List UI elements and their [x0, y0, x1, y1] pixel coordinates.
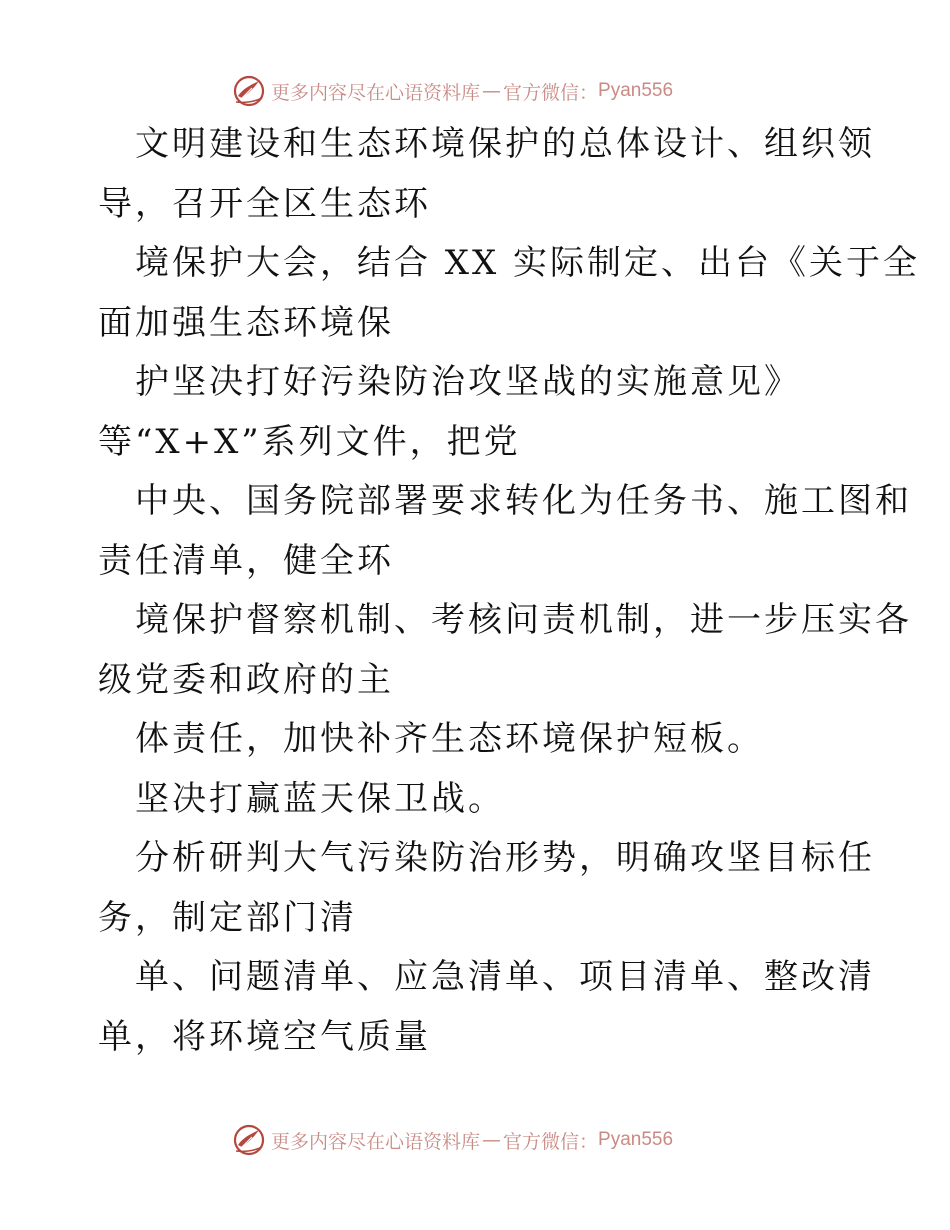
banner-wechat-label: 官方微信： — [503, 81, 599, 104]
text-line: 单、问题清单、应急清单、项目清单、整改清 — [135, 957, 875, 997]
banner-wechat-account: Pyan556 — [598, 1129, 674, 1150]
text-line: 面加强生态环境保 — [98, 302, 394, 343]
text-line: 责任清单，健全环 — [98, 540, 394, 581]
quill-logo-icon — [232, 1123, 266, 1157]
banner-main-text: 更多内容尽在心语资料库 — [271, 1130, 481, 1153]
text-line: 中央、国务院部署要求转化为任务书、施工图和 — [135, 481, 912, 521]
header-banner — [232, 71, 673, 111]
banner-dash: — — [482, 80, 502, 102]
text-line: 文明建设和生态环境保护的总体设计、组织领 — [135, 124, 875, 164]
text-line: 导，召开全区生态环 — [98, 183, 431, 224]
text-line: 级党委和政府的主 — [98, 659, 394, 700]
text-line: 坚决打赢蓝天保卫战。 — [135, 778, 505, 819]
text-line: 体责任，加快补齐生态环境保护短板。 — [135, 719, 764, 759]
text-line: 护坚决打好污染防治攻坚战的实施意见》 — [135, 362, 801, 402]
text-line: 等“X+X”系列文件，把党 — [98, 421, 521, 462]
body-text — [98, 115, 921, 1067]
text-line: 境保护大会，结合 XX 实际制定、出台《关于全 — [135, 243, 921, 283]
footer-banner — [232, 1120, 673, 1160]
quill-logo-icon — [232, 74, 266, 108]
banner-main-text: 更多内容尽在心语资料库 — [271, 81, 481, 104]
banner-wechat-label: 官方微信： — [503, 1130, 599, 1153]
banner-dash: — — [482, 1129, 502, 1151]
text-line: 单，将环境空气质量 — [98, 1016, 431, 1057]
banner-wechat-account: Pyan556 — [598, 80, 674, 101]
text-line: 分析研判大气污染防治形势，明确攻坚目标任 — [135, 838, 875, 878]
text-line: 境保护督察机制、考核问责机制，进一步压实各 — [135, 600, 912, 640]
text-line: 务，制定部门清 — [98, 897, 357, 938]
